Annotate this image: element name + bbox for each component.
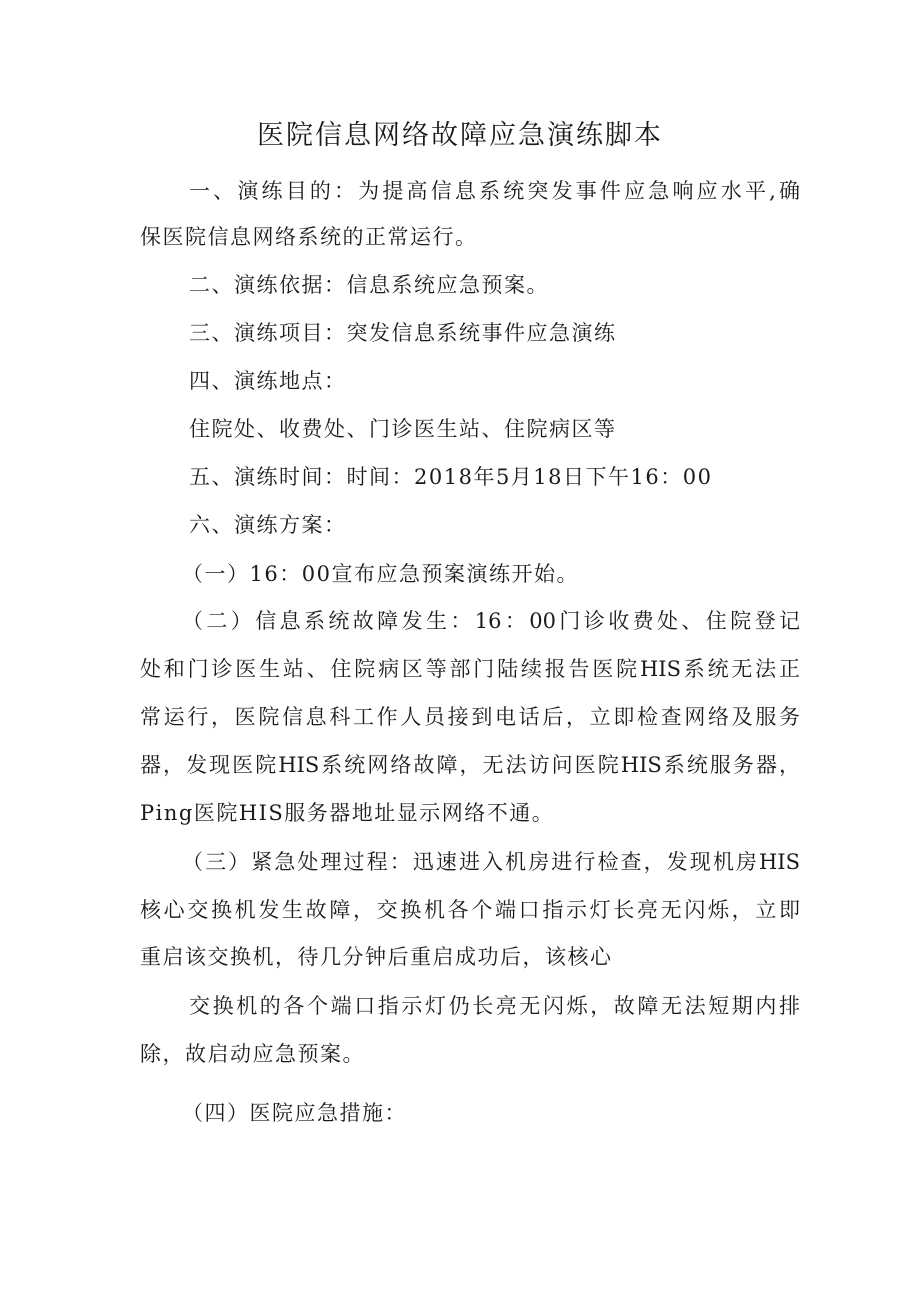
document-title: 医院信息网络故障应急演练脚本 xyxy=(257,120,663,151)
paragraph-line: （二）信息系统故障发生：16：00门诊收费处、住院登记 xyxy=(182,609,800,633)
paragraph-line: 处和门诊医生站、住院病区等部门陆续报告医院HIS系统无法正 xyxy=(140,657,800,681)
paragraph-line: （三）紧急处理过程：迅速进入机房进行检查，发现机房HIS xyxy=(182,850,800,874)
paragraph-line: 四、演练地点： xyxy=(189,369,347,393)
paragraph-line: 三、演练项目：突发信息系统事件应急演练 xyxy=(189,321,617,345)
paragraph-line: 住院处、收费处、门诊医生站、住院病区等 xyxy=(189,417,617,441)
paragraph-line: 器，发现医院HIS系统网络故障，无法访问医院HIS系统服务器， xyxy=(140,753,800,777)
paragraph-line: 交换机的各个端口指示灯仍长亮无闪烁，故障无法短期内排 xyxy=(189,994,800,1018)
paragraph-line: Ping医院HIS服务器地址显示网络不通。 xyxy=(140,801,555,825)
paragraph-line: 核心交换机发生故障，交换机各个端口指示灯长亮无闪烁，立即 xyxy=(140,898,800,922)
paragraph-line: 常运行，医院信息科工作人员接到电话后，立即检查网络及服务 xyxy=(140,705,800,729)
paragraph-line: 保医院信息网络系统的正常运行。 xyxy=(140,225,478,249)
paragraph-line: 五、演练时间：时间：2018年5月18日下午16：00 xyxy=(189,465,713,489)
paragraph-line: （四）医院应急措施： xyxy=(182,1101,407,1125)
paragraph-line: （一）16：00宣布应急预案演练开始。 xyxy=(182,562,579,586)
paragraph-line: 二、演练依据：信息系统应急预案。 xyxy=(189,273,549,297)
paragraph-line: 除，故启动应急预案。 xyxy=(140,1042,365,1066)
paragraph-line: 重启该交换机，待几分钟后重启成功后，该核心 xyxy=(140,945,613,969)
paragraph-line: 六、演练方案： xyxy=(189,513,347,537)
paragraph-line: 一、演练目的：为提高信息系统突发事件应急响应水平,确 xyxy=(189,179,800,203)
